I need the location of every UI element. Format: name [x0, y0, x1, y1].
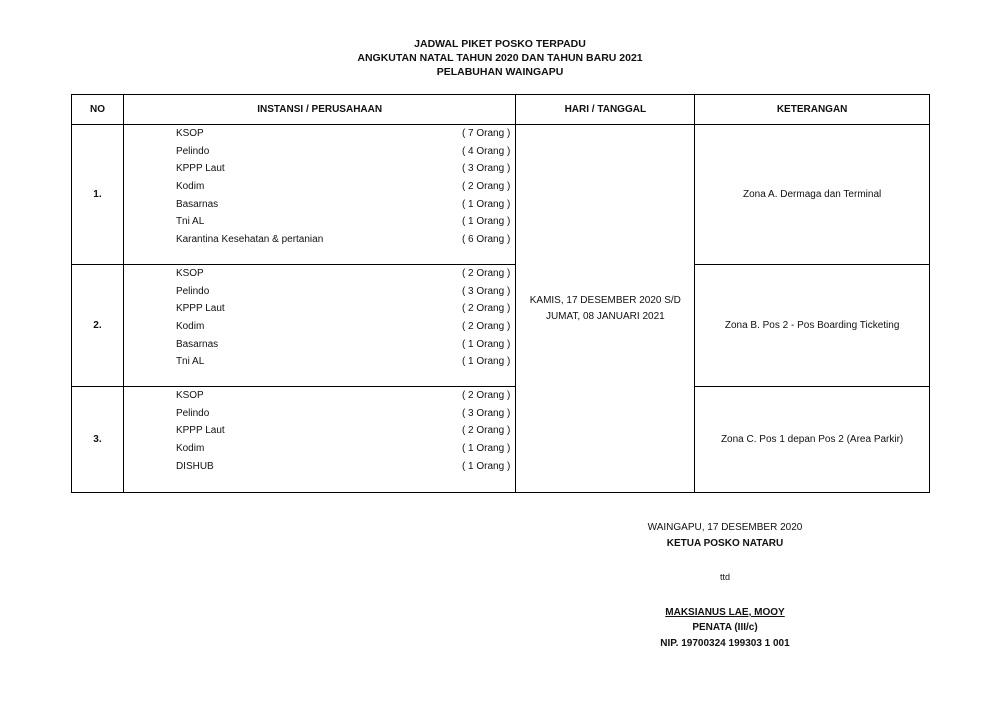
agency-name: Basarnas: [175, 338, 219, 350]
signatory-rank: PENATA (III/c): [692, 622, 758, 633]
personnel-count: ( 2 Orang ): [461, 321, 511, 333]
agency-list: [123, 265, 515, 387]
personnel-count: ( 3 Orang ): [461, 407, 511, 419]
zone-description: Zona A. Dermaga dan Terminal: [695, 125, 930, 265]
agency-name: Basarnas: [175, 198, 219, 210]
personnel-count: ( 1 Orang ): [461, 216, 511, 228]
col-header-keterangan: KETERANGAN: [695, 95, 930, 125]
agency-line: [176, 125, 515, 143]
header-location: PELABUHAN WAINGAPU: [436, 66, 564, 78]
agency-name: Karantina Kesehatan & pertanian: [175, 234, 324, 246]
agency-name: KSOP: [175, 268, 204, 279]
agency-name: Tni AL: [175, 216, 205, 228]
header-subtitle: ANGKUTAN NATAL TAHUN 2020 DAN TAHUN BARU 2021: [357, 52, 643, 64]
schedule-table: [71, 94, 930, 493]
agency-line: [176, 196, 515, 214]
document-header: [0, 37, 1000, 79]
agency-name: Pelindo: [175, 407, 210, 419]
agency-line: [176, 440, 515, 458]
agency-line: [176, 336, 515, 354]
row-number: 2.: [72, 265, 124, 387]
agency-line: [176, 160, 515, 178]
agency-name: DISHUB: [175, 460, 214, 472]
agency-name: Pelindo: [175, 145, 210, 157]
agency-line: [176, 405, 515, 423]
col-header-no: NO: [72, 95, 124, 125]
date-range-cell: [516, 125, 695, 493]
signatory-name: MAKSIANUS LAE, MOOY: [665, 607, 785, 618]
personnel-count: ( 3 Orang ): [461, 163, 511, 175]
agency-line: [176, 283, 515, 301]
agency-line: [176, 178, 515, 196]
date-start: KAMIS, 17 DESEMBER 2020 S/D: [529, 294, 681, 306]
signature-ttd: ttd: [719, 572, 730, 582]
zone-description: Zona B. Pos 2 - Pos Boarding Ticketing: [695, 265, 930, 387]
agency-line: [176, 458, 515, 476]
agency-line: [176, 353, 515, 371]
agency-name: Tni AL: [175, 356, 205, 368]
agency-name: KPPP Laut: [175, 425, 225, 437]
agency-name: KPPP Laut: [175, 303, 225, 315]
personnel-count: ( 2 Orang ): [461, 425, 511, 437]
personnel-count: ( 6 Orang ): [461, 234, 511, 246]
personnel-count: ( 1 Orang ): [461, 443, 511, 455]
agency-list: [123, 387, 515, 493]
table-header-row: [72, 95, 930, 125]
agency-name: Kodim: [175, 443, 205, 455]
personnel-count: ( 3 Orang ): [461, 285, 511, 297]
agency-line: [176, 143, 515, 161]
personnel-count: ( 2 Orang ): [461, 268, 511, 279]
personnel-count: ( 1 Orang ): [461, 338, 511, 350]
agency-name: Kodim: [175, 181, 205, 193]
personnel-count: ( 4 Orang ): [461, 145, 511, 157]
agency-name: Kodim: [175, 321, 205, 333]
personnel-count: ( 1 Orang ): [461, 356, 511, 368]
table-row: [72, 265, 930, 387]
signatory-nip: NIP. 19700324 199303 1 001: [660, 638, 790, 649]
agency-line: [176, 300, 515, 318]
agency-line: [176, 265, 515, 283]
personnel-count: ( 7 Orang ): [461, 128, 511, 139]
agency-line: [176, 422, 515, 440]
signature-place-date: WAINGAPU, 17 DESEMBER 2020: [647, 522, 803, 533]
personnel-count: ( 1 Orang ): [461, 460, 511, 472]
col-header-instansi: INSTANSI / PERUSAHAAN: [123, 95, 515, 125]
personnel-count: ( 1 Orang ): [461, 198, 511, 210]
date-end: JUMAT, 08 JANUARI 2021: [545, 310, 665, 322]
agency-line: [176, 318, 515, 336]
agency-list: [123, 125, 515, 265]
table-row: [72, 125, 930, 265]
row-number: 3.: [72, 387, 124, 493]
agency-line: [176, 387, 515, 405]
agency-name: Pelindo: [175, 285, 210, 297]
agency-name: KSOP: [175, 390, 204, 401]
table-row: [72, 387, 930, 493]
personnel-count: ( 2 Orang ): [461, 303, 511, 315]
header-title: JADWAL PIKET POSKO TERPADU: [414, 38, 586, 50]
agency-name: KSOP: [175, 128, 204, 139]
col-header-hari-tanggal: HARI / TANGGAL: [516, 95, 695, 125]
personnel-count: ( 2 Orang ): [461, 181, 511, 193]
row-number: 1.: [72, 125, 124, 265]
personnel-count: ( 2 Orang ): [461, 390, 511, 401]
zone-description: Zona C. Pos 1 depan Pos 2 (Area Parkir): [695, 387, 930, 493]
agency-name: KPPP Laut: [175, 163, 225, 175]
agency-line: [176, 231, 515, 249]
signature-title: KETUA POSKO NATARU: [666, 538, 784, 549]
agency-line: [176, 213, 515, 231]
